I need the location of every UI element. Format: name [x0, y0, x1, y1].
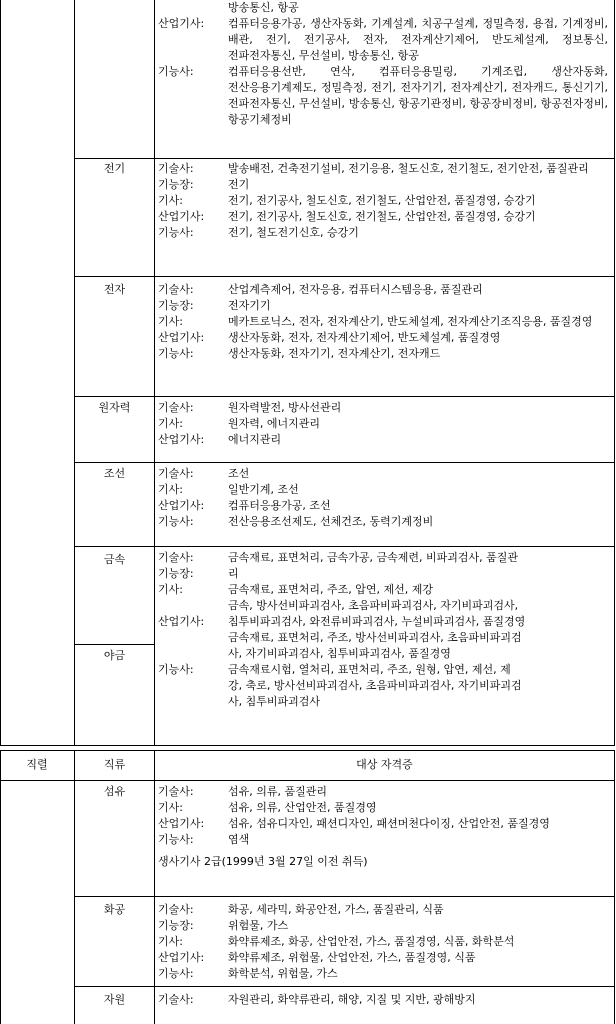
section-electronics: 기술사: 산업계측제어, 전자응용, 컴퓨터시스템응용, 품질관리 기능장: 전자기기 기사: 메카트로닉스, 전자, 전자계산기, 반도체설계, 전자계산기조직응용, 품질경영 산업기사: 생산자동화, 전자, 전자계산기제어, 반도체설계, 품질경영 기능사: 생산자동화, 전자기기, 전자계산기, 전자캐드: [158, 283, 593, 360]
header-divider: [0, 780, 615, 781]
category-name: 화공: [103, 903, 126, 916]
row-divider: [74, 158, 615, 159]
category-name: 야금: [103, 649, 126, 662]
header-class: 직류: [103, 758, 126, 771]
category-name: 조선: [103, 467, 126, 480]
row-divider: [74, 462, 615, 463]
section-resources: 기술사: 자원관리, 화약류관리, 해양, 지질 및 지반, 광해방지: [158, 993, 476, 1006]
row-divider: [74, 644, 155, 645]
category-name: 전자: [103, 283, 126, 296]
table-top-border: [0, 750, 615, 751]
qualification-row: 기능사: 컴퓨터응용선반, 연삭, 컴퓨터응용밀링, 기계조립, 생산자동화, 전산응용기계제도, 정밀측정, 전기, 전자기기, 전자계산기, 전자캐드, 통신기기, 전파전자통신, 무선설비, 방송통신, 항공기관정비, 항공장비정비, 항공전자정비, 항공기체정비: [158, 65, 608, 126]
grid-line: [74, 0, 75, 745]
metal-values: 금속재료, 표면처리, 금속가공, 금속제련, 비파괴검사, 품질관 리 금속재료, 표면처리, 주조, 압연, 제선, 제강 금속, 방사선비파괴검사, 초음파비파괴검사, 자기비파괴검사, 침투비파괴검사, 와전류비파괴검사, 누설비파괴검사, 품질경영 금속재료, 표면처리, 주조, 방사선비파괴검사, 초음파비파괴검 사, 자기비파괴검사, 침투비파괴검사, 품질경영 금속재료시험, 열처리, 표면처리, 주조, 원형, 압연, 제선, 제 강, 축로, 방사선비파괴검사, 초음파비파괴검사, 자기비파괴검 사, 침투비파괴검사: [228, 551, 526, 708]
section-electric: 기술사: 발송배전, 건축전기설비, 전기응용, 철도신호, 전기철도, 전기안전, 품질관리 기능장: 전기 기사: 전기, 전기공사, 철도신호, 전기철도, 산업안전, 품질경영, 승강기 산업기사: 전기, 전기공사, 철도신호, 전기철도, 산업안전, 품질경영, 승강기 기능사: 전기, 철도전기신호, 승강기: [158, 162, 589, 239]
table-bottom-border: [0, 745, 615, 746]
grid-line: [0, 750, 1, 1024]
category-name: 금속: [103, 553, 126, 566]
row-divider: [74, 546, 615, 547]
header-series: 직렬: [26, 758, 48, 771]
metal-labels: 기술사: 기능장: 기사: 산업기사: 기능사:: [158, 551, 205, 676]
category-name: 전기: [103, 162, 126, 175]
row-divider: [74, 896, 615, 897]
textile-extra-note: 생사기사 2급(1999년 3월 27일 이전 취득): [158, 855, 368, 868]
section-textile: 기술사: 섬유, 의류, 품질관리 기사: 섬유, 의류, 산업안전, 품질경영 산업기사: 섬유, 섬유디자인, 패션디자인, 패션머천다이징, 산업안전, 품질경영 기능사: 염색 생사기사 2급(1999년 3월 27일 이전 취득): [154, 784, 614, 870]
category-name: 원자력: [98, 401, 131, 414]
grid-line: [614, 0, 615, 745]
section-shipbuilding: 기술사: 조선 기사: 일반기계, 조선 산업기사: 컴퓨터응용가공, 조선 기능사: 전산응용조선제도, 선체건조, 동력기계정비: [158, 467, 434, 528]
row-divider: [74, 986, 615, 987]
category-name: 자원: [103, 993, 126, 1006]
continuation-cell: [154, 0, 614, 128]
row-divider: [74, 396, 615, 397]
section-chemical: 기술사: 화공, 세라믹, 화공안전, 가스, 품질관리, 식품 기능장: 위험물, 가스 기사: 화약류제조, 화공, 산업안전, 가스, 품질경영, 식품, 화학분석 산업기사: 화약류제조, 위험물, 산업안전, 가스, 품질경영, 식품 기능사: 화학분석, 위험물, 가스: [158, 903, 515, 980]
qualification-row: 산업기사: 컴퓨터응용가공, 생산자동화, 기계설계, 치공구설계, 정밀측정, 용접, 기계정비, 배관, 전기, 전기공사, 전자, 전자계산기제어, 반도체설계, 정보통신, 전파전자통신, 무선설비, 방송통신, 항공: [158, 17, 608, 62]
category-name: 섬유: [103, 785, 126, 798]
continuation-first-line: 방송통신, 항공: [228, 1, 299, 14]
grid-line: [0, 0, 1, 745]
section-nuclear: 기술사: 원자력발전, 방사선관리 기사: 원자력, 에너지관리 산업기사: 에너지관리: [158, 401, 342, 446]
header-qualifications: 대상 자격증: [356, 758, 413, 771]
grid-line: [614, 750, 615, 1024]
row-divider: [74, 276, 615, 277]
